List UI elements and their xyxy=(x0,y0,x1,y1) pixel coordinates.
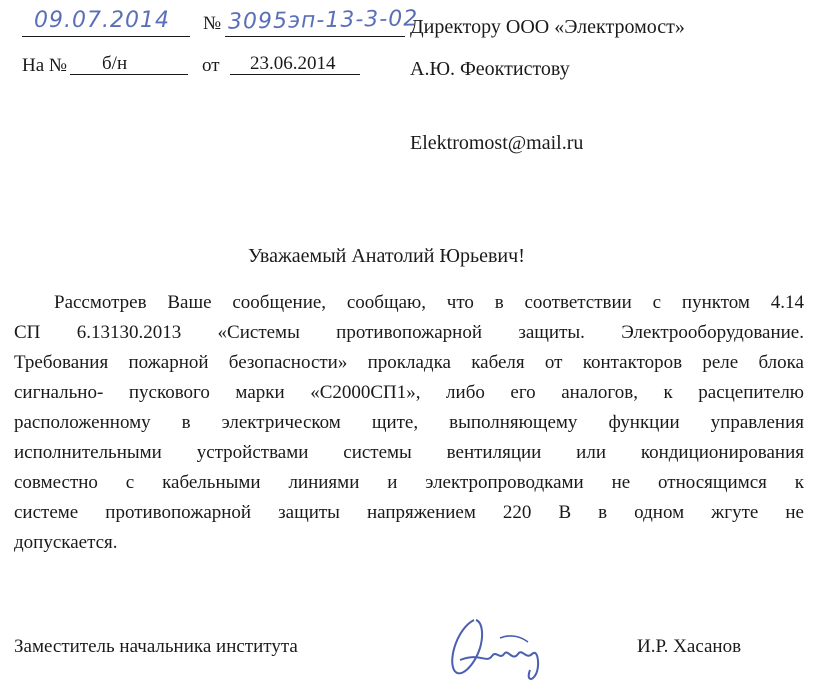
number-underline xyxy=(225,36,405,37)
body-line: расположенному в электрическом щите, выполняющему функции управления xyxy=(14,412,804,433)
from-underline xyxy=(230,74,360,75)
ref-label: На № xyxy=(22,55,68,76)
ref-value: б/н xyxy=(102,53,128,74)
from-value: 23.06.2014 xyxy=(250,53,336,74)
recipient-email: Elektromost@mail.ru xyxy=(410,132,584,154)
from-label: от xyxy=(202,55,220,76)
body-line: совместно с кабельными линиями и электропроводками не относящимся к xyxy=(14,472,804,493)
body-line: Рассмотрев Ваше сообщение, сообщаю, что в соответствии с пунктом 4.14 xyxy=(54,292,804,313)
number-label: № xyxy=(203,13,222,34)
letter-body xyxy=(14,288,804,558)
date-handwritten: 09.07.2014 xyxy=(34,8,170,33)
ref-underline xyxy=(70,74,188,75)
body-line: допускается. xyxy=(14,532,118,553)
signatory-name: И.Р. Хасанов xyxy=(637,636,742,657)
recipient-name: А.Ю. Феоктистову xyxy=(410,58,570,80)
body-line: Требования пожарной безопасности» прокладка кабеля от контакторов реле блока xyxy=(14,352,804,373)
greeting: Уважаемый Анатолий Юрьевич! xyxy=(248,245,525,267)
body-line: системе противопожарной защиты напряжением 220 В в одном жгуте не xyxy=(14,502,804,523)
body-line: СП 6.13130.2013 «Системы противопожарной защиты. Электрооборудование. xyxy=(14,322,804,343)
body-line: сигнально- пускового марки «С2000СП1», либо его аналогов, к расцепителю xyxy=(14,382,804,403)
recipient-title: Директору ООО «Электромост» xyxy=(410,16,685,38)
number-handwritten: 3095эп-13-3-02 xyxy=(227,6,419,35)
body-line: исполнительными устройствами системы вентиляции или кондиционирования xyxy=(14,442,804,463)
signatory-position: Заместитель начальника института xyxy=(14,636,298,657)
handwritten-signature xyxy=(440,608,570,688)
date-underline xyxy=(22,36,190,37)
